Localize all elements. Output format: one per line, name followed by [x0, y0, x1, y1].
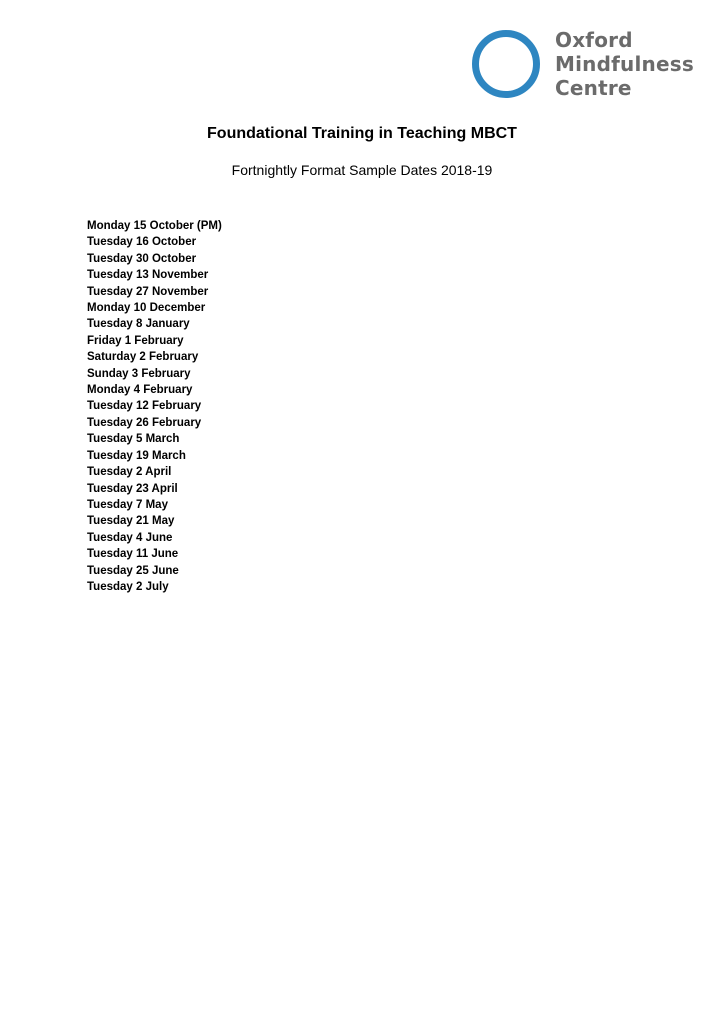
date-item: Tuesday 2 July — [87, 580, 169, 593]
logo-line: Oxford — [555, 28, 633, 52]
date-item: Monday 10 December — [87, 302, 206, 315]
date-item: Tuesday 21 May — [87, 515, 175, 528]
date-item: Tuesday 7 May — [87, 498, 168, 511]
date-item: Tuesday 11 June — [87, 548, 179, 561]
logo-line: Mindfulness — [555, 52, 694, 76]
date-item: Tuesday 5 March — [87, 433, 180, 446]
date-item: Sunday 3 February — [87, 367, 191, 380]
date-item: Friday 1 February — [87, 334, 184, 347]
date-item: Tuesday 8 January — [87, 318, 190, 331]
sample-dates-list — [87, 218, 222, 595]
date-item: Tuesday 23 April — [87, 482, 178, 495]
date-item: Monday 4 February — [87, 384, 193, 397]
logo-wordmark — [555, 28, 694, 100]
logo-ring-icon — [472, 30, 540, 98]
date-item: Tuesday 13 November — [87, 269, 209, 282]
date-item: Tuesday 25 June — [87, 564, 179, 577]
page-title: Foundational Training in Teaching MBCT — [207, 125, 517, 142]
page-subtitle: Fortnightly Format Sample Dates 2018-19 — [231, 162, 493, 178]
logo-line: Centre — [555, 76, 632, 100]
date-item: Tuesday 30 October — [87, 252, 197, 265]
date-item: Monday 15 October (PM) — [87, 220, 222, 232]
date-item: Tuesday 4 June — [87, 531, 173, 544]
date-item: Tuesday 2 April — [87, 466, 172, 479]
date-item: Tuesday 12 February — [87, 400, 202, 413]
date-item: Tuesday 19 March — [87, 449, 186, 462]
date-item: Tuesday 16 October — [87, 236, 197, 249]
date-item: Tuesday 26 February — [87, 416, 202, 429]
oxford-mindfulness-centre-logo — [472, 28, 702, 102]
date-item: Saturday 2 February — [87, 351, 199, 364]
date-item: Tuesday 27 November — [87, 285, 209, 298]
